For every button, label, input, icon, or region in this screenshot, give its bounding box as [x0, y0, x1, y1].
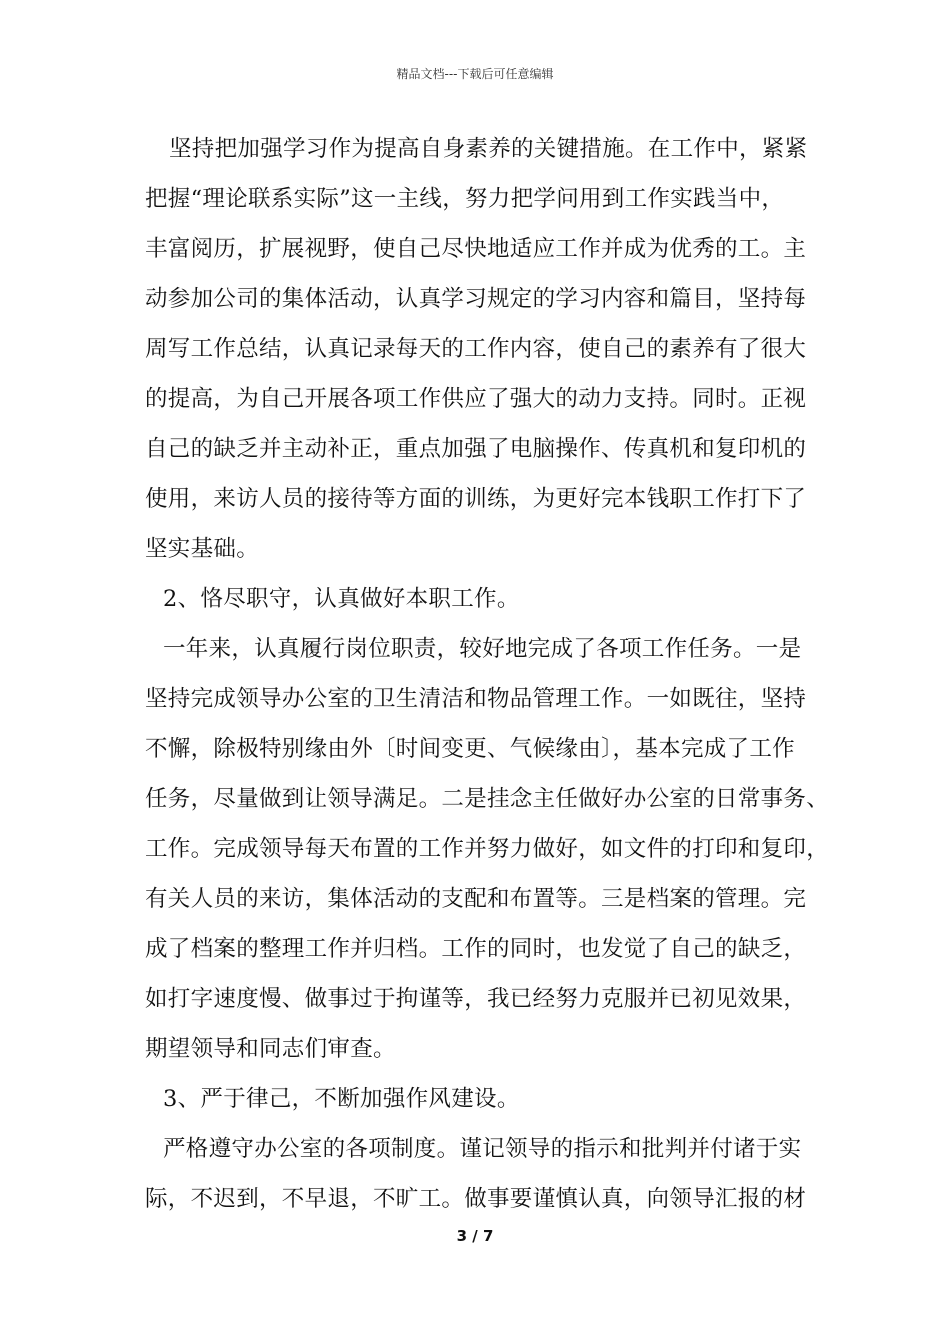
paragraph-line: 动参加公司的集体活动，认真学习规定的学习内容和篇目，坚持每 [145, 286, 807, 312]
paragraph-line: 一年来，认真履行岗位职责，较好地完成了各项工作任务。一是 [163, 636, 802, 662]
section-heading: 2、恪尽职守，认真做好本职工作。 [163, 586, 520, 612]
section-heading: 3、严于律己，不断加强作风建设。 [163, 1086, 520, 1112]
paragraph-line: 期望领导和同志们审查。 [145, 1036, 396, 1062]
paragraph-line: 使用，来访人员的接待等方面的训练，为更好完本钱职工作打下了 [145, 486, 807, 512]
paragraph-line: 把握“理论联系实际”这一主线，努力把学问用到工作实践当中， [145, 186, 785, 212]
paragraph-line: 任务，尽量做到让领导满足。二是挂念主任做好办公室的日常事务、 [145, 786, 830, 812]
document-body [145, 124, 830, 1224]
paragraph-line: 坚持把加强学习作为提高自身素养的关键措施。在工作中，紧紧 [169, 136, 808, 162]
page-number: 3 / 7 [456, 1227, 494, 1245]
paragraph-line: 严格遵守办公室的各项制度。谨记领导的指示和批判并付诸于实 [163, 1136, 802, 1162]
paragraph-line: 有关人员的来访，集体活动的支配和布置等。三是档案的管理。完 [145, 886, 807, 912]
paragraph-line: 际，不迟到，不早退，不旷工。做事要谨慎认真，向领导汇报的材 [145, 1186, 807, 1212]
paragraph-line: 自己的缺乏并主动补正，重点加强了电脑操作、传真机和复印机的 [145, 436, 807, 462]
paragraph-line: 坚持完成领导办公室的卫生清洁和物品管理工作。一如既往，坚持 [145, 686, 807, 712]
paragraph-line: 如打字速度慢、做事过于拘谨等，我已经努力克服并已初见效果， [145, 986, 807, 1012]
paragraph-line: 丰富阅历，扩展视野，使自己尽快地适应工作并成为优秀的工。主 [145, 236, 807, 262]
paragraph-line: 成了档案的整理工作并归档。工作的同时，也发觉了自己的缺乏， [145, 936, 807, 962]
paragraph-line: 周写工作总结，认真记录每天的工作内容，使自己的素养有了很大 [145, 336, 807, 362]
paragraph-line: 不懈，除极特别缘由外〔时间变更、气候缘由〕，基本完成了工作 [145, 736, 795, 762]
paragraph-line: 坚实基础。 [145, 536, 260, 562]
paragraph-line: 的提高，为自己开展各项工作供应了强大的动力支持。同时。正视 [145, 386, 807, 412]
paragraph-line: 工作。完成领导每天布置的工作并努力做好，如文件的打印和复印， [145, 836, 830, 862]
header-note: 精品文档---下载后可任意编辑 [396, 67, 554, 81]
